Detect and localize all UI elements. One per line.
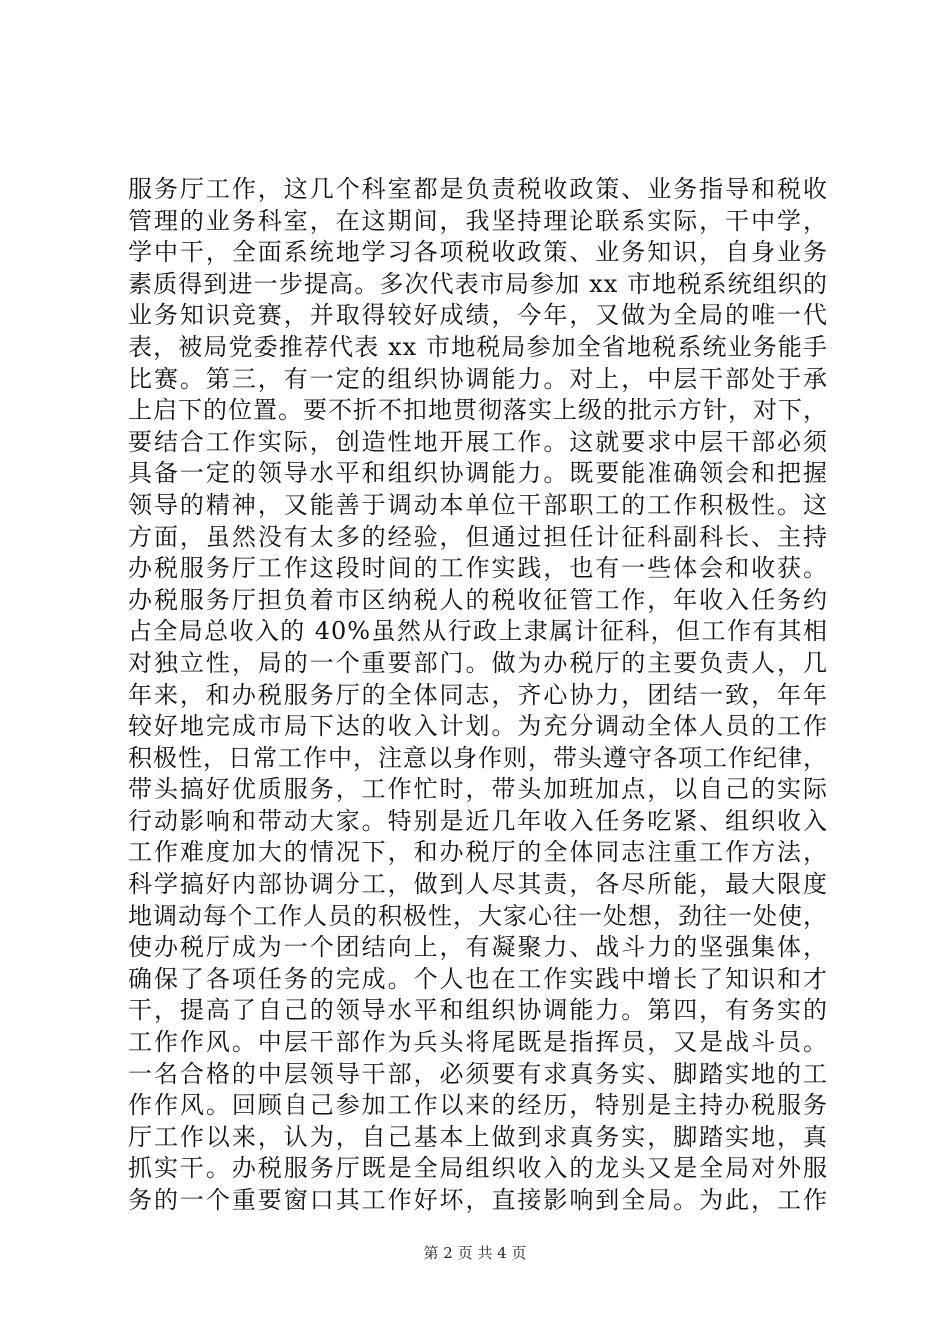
text-line: 科学搞好内部协调分工，做到人尽其责，各尽所能，最大限度 xyxy=(128,870,828,899)
text-line: 办税服务厅工作这段时间的工作实践，也有一些体会和收获。 xyxy=(128,554,828,583)
text-line: 学中干，全面系统地学习各项税收政策、业务知识，自身业务 xyxy=(128,238,828,267)
text-line: 业务知识竞赛，并取得较好成绩，今年，又做为全局的唯一代 xyxy=(128,301,828,330)
text-line: 方面，虽然没有太多的经验，但通过担任计征科副科长、主持 xyxy=(128,522,828,551)
text-line: 要结合工作实际，创造性地开展工作。这就要求中层干部必须 xyxy=(128,427,828,456)
page-number-footer: 第 2 页 共 4 页 xyxy=(423,1244,527,1262)
text-line: 办税服务厅担负着市区纳税人的税收征管工作，年收入任务约 xyxy=(128,585,828,614)
text-line: 领导的精神，又能善于调动本单位干部职工的工作积极性。这 xyxy=(128,490,828,519)
text-line: 抓实干。办税服务厅既是全局组织收入的龙头又是全局对外服 xyxy=(128,1154,828,1183)
text-line: 带头搞好优质服务，工作忙时，带头加班加点，以自己的实际 xyxy=(128,775,828,804)
text-line: 对独立性，局的一个重要部门。做为办税厅的主要负责人，几 xyxy=(128,648,828,677)
text-line: 比赛。第三，有一定的组织协调能力。对上，中层干部处于承 xyxy=(128,364,828,393)
text-line: 较好地完成市局下达的收入计划。为充分调动全体人员的工作 xyxy=(128,712,828,741)
text-line: 确保了各项任务的完成。个人也在工作实践中增长了知识和才 xyxy=(128,964,828,993)
text-line: 厅工作以来，认为，自己基本上做到求真务实，脚踏实地，真 xyxy=(128,1122,828,1151)
text-line: 一名合格的中层领导干部，必须要有求真务实、脚踏实地的工 xyxy=(128,1059,828,1088)
text-line: 上启下的位置。要不折不扣地贯彻落实上级的批示方针，对下， xyxy=(128,396,828,425)
text-line: 表，被局党委推荐代表 xx 市地税局参加全省地税系统业务能手 xyxy=(128,332,828,361)
text-line: 服务厅工作，这几个科室都是负责税收政策、业务指导和税收 xyxy=(128,175,828,203)
text-line: 素质得到进一步提高。多次代表市局参加 xx 市地税系统组织的 xyxy=(128,269,828,298)
text-line: 工作作风。中层干部作为兵头将尾既是指挥员，又是战斗员。 xyxy=(128,1028,828,1057)
body-text xyxy=(128,174,828,1217)
text-line: 占全局总收入的 40%虽然从行政上隶属计征科，但工作有其相 xyxy=(128,617,828,646)
text-line: 积极性，日常工作中，注意以身作则，带头遵守各项工作纪律， xyxy=(128,743,828,772)
text-line: 工作难度加大的情况下，和办税厅的全体同志注重工作方法， xyxy=(128,838,828,867)
text-line: 使办税厅成为一个团结向上，有凝聚力、战斗力的坚强集体， xyxy=(128,933,828,962)
text-line: 具备一定的领导水平和组织协调能力。既要能准确领会和把握 xyxy=(128,459,828,488)
text-line: 地调动每个工作人员的积极性，大家心往一处想，劲往一处使， xyxy=(128,901,828,930)
text-line: 管理的业务科室，在这期间，我坚持理论联系实际，干中学， xyxy=(128,206,828,235)
text-line: 年来，和办税服务厅的全体同志，齐心协力，团结一致，年年 xyxy=(128,680,828,709)
text-line: 务的一个重要窗口其工作好坏，直接影响到全局。为此，工作 xyxy=(128,1186,828,1214)
text-line: 干，提高了自己的领导水平和组织协调能力。第四，有务实的 xyxy=(128,996,828,1025)
text-line: 行动影响和带动大家。特别是近几年收入任务吃紧、组织收入 xyxy=(128,806,828,835)
text-line: 作作风。回顾自己参加工作以来的经历，特别是主持办税服务 xyxy=(128,1091,828,1120)
